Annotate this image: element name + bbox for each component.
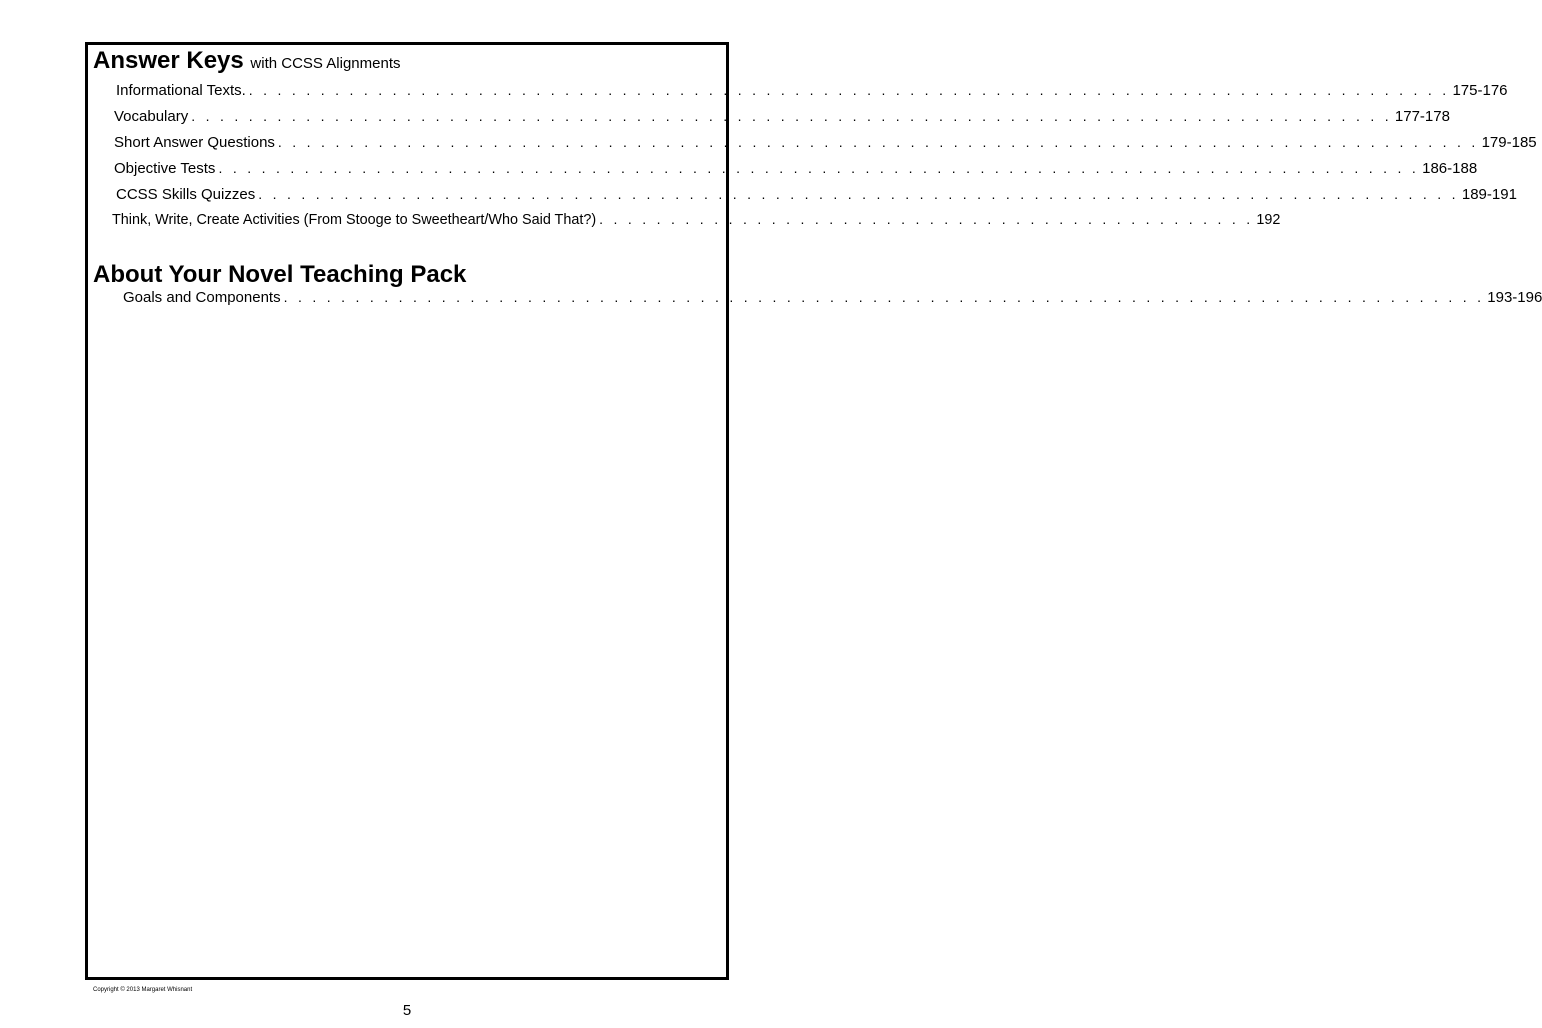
toc-leader-dots: . . . . . . . . . . . . . . . . . . . . . . . . . . . . . . . . . . . . . . . . . . . . . . . . . . . . . . . . . . . . . . . . . . . . . . . . . . . . . . . . . . . .	[218, 160, 1420, 176]
toc-entry-label: Objective Tests	[114, 160, 216, 177]
toc-entry-pages: 192	[1256, 212, 1281, 228]
page-number: 5	[402, 1002, 412, 1019]
toc-entry-label: Think, Write, Create Activities (From Stooge to Sweetheart/Who Said That?)	[112, 212, 597, 228]
toc-entry-pages: 189-191	[1461, 186, 1517, 203]
toc-leader-dots: . . . . . . . . . . . . . . . . . . . . . . . . . . . . . . . . . . . . . . . . . . . . . . . . . . . . . . . . . . . . . . . . . . . . . . . . . . . . . . . . . . . .	[283, 289, 1485, 305]
section-title-about-pack	[93, 261, 466, 289]
toc-leader-dots: . . . . . . . . . . . . . . . . . . . . . . . . . . . . . . . . . . . . . . . . . . . . . . . . . . . . . . . . . . . . . . . . . . . . . . . . . . . . . . . . . . . .	[248, 82, 1450, 98]
toc-entry-objective-tests[interactable]	[114, 158, 1478, 178]
toc-leader-dots: . . . . . . . . . . . . . . . . . . . . . . . . . . . . . . . . . . . . . . . . . . . . . .	[599, 211, 1254, 227]
page-border	[85, 42, 729, 980]
toc-entry-pages: 193-196	[1487, 289, 1542, 306]
toc-entry-goals-and-components[interactable]	[123, 287, 1542, 307]
toc-entry-ccss-skills-quizzes[interactable]	[116, 184, 1517, 204]
toc-entry-short-answer-questions[interactable]	[114, 132, 1537, 152]
section-title-text: Answer Keys	[93, 47, 244, 74]
toc-entry-pages: 186-188	[1422, 160, 1478, 177]
section-subtitle: with CCSS Alignments	[250, 55, 401, 72]
toc-entry-label: Informational Texts.	[116, 82, 246, 99]
toc-entry-label: Vocabulary	[114, 108, 189, 125]
toc-leader-dots: . . . . . . . . . . . . . . . . . . . . . . . . . . . . . . . . . . . . . . . . . . . . . . . . . . . . . . . . . . . . . . . . . . . . . . . . . . . . . . . . . . . .	[277, 134, 1479, 150]
copyright-notice: Copyright © 2013 Margaret Whisnant	[93, 987, 193, 993]
toc-entry-informational-texts[interactable]	[116, 80, 1508, 100]
section-title-text: About Your Novel Teaching Pack	[93, 261, 467, 288]
toc-leader-dots: . . . . . . . . . . . . . . . . . . . . . . . . . . . . . . . . . . . . . . . . . . . . . . . . . . . . . . . . . . . . . . . . . . . . . . . . . . . . . . . . . . . .	[258, 186, 1459, 202]
toc-entry-pages: 175-176	[1452, 82, 1508, 99]
toc-entry-think-write-create[interactable]	[112, 209, 1281, 229]
toc-entry-label: Goals and Components	[123, 289, 281, 306]
toc-entry-pages: 179-185	[1481, 134, 1537, 151]
toc-entry-label: Short Answer Questions	[114, 134, 275, 151]
toc-leader-dots: . . . . . . . . . . . . . . . . . . . . . . . . . . . . . . . . . . . . . . . . . . . . . . . . . . . . . . . . . . . . . . . . . . . . . . . . . . . . . . . . . . . .	[191, 108, 1392, 124]
toc-entry-vocabulary[interactable]	[114, 106, 1450, 126]
toc-entry-label: CCSS Skills Quizzes	[116, 186, 256, 203]
toc-entry-pages: 177-178	[1394, 108, 1450, 125]
section-title-answer-keys	[93, 47, 400, 78]
